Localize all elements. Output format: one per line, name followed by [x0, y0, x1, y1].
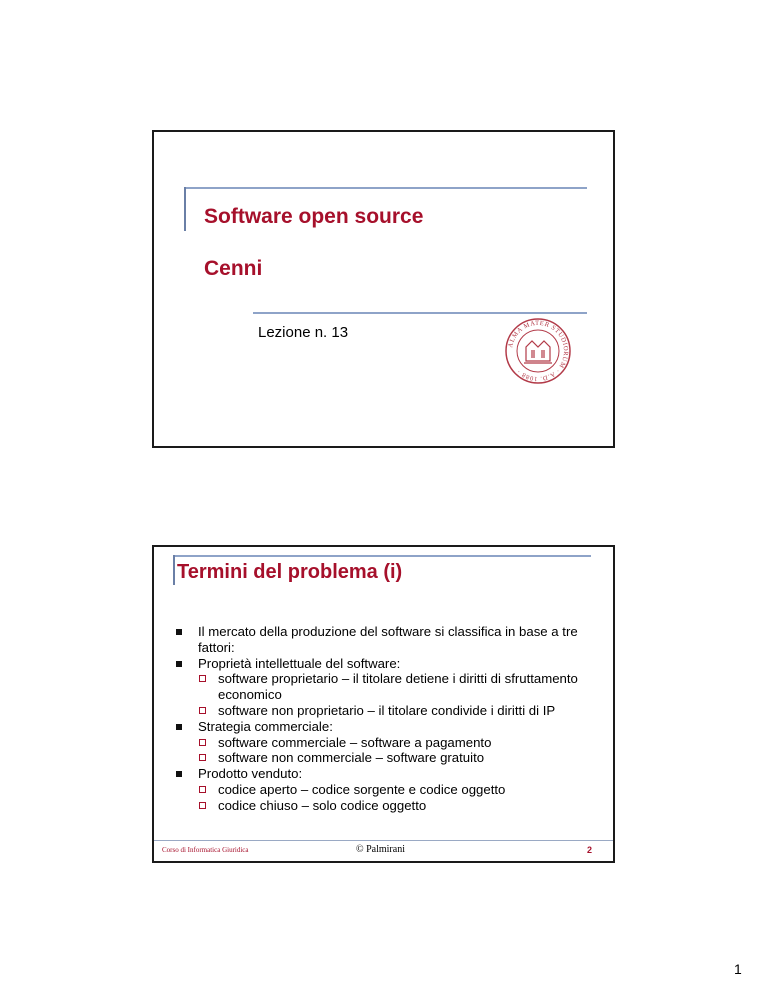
title-rule-vertical [173, 555, 175, 585]
university-seal-icon [504, 317, 572, 385]
slide-title: Software open source [204, 205, 424, 228]
page-number: 1 [734, 961, 742, 977]
sub-bullet-item: codice aperto – codice sorgente e codice oggetto [176, 782, 596, 798]
slide-number: 2 [587, 845, 593, 855]
slide-1 [152, 130, 615, 448]
sub-bullet-item: software commerciale – software a pagamento [176, 735, 596, 751]
title-rule [184, 187, 587, 189]
sub-bullet-item: software non commerciale – software gratuito [176, 750, 596, 766]
lesson-rule [253, 312, 587, 314]
svg-text:ALMA MATER STUDIORUM · A.D. 10: ALMA MATER STUDIORUM · A.D. 1088 · [507, 319, 570, 383]
sub-bullet-item: software non proprietario – il titolare condivide i diritti di IP [176, 703, 596, 719]
lesson-number: Lezione n. 13 [258, 324, 349, 341]
sub-bullet-item: codice chiuso – solo codice oggetto [176, 798, 596, 814]
bullet-item: Il mercato della produzione del software si classifica in base a tre fattori: [176, 624, 596, 656]
title-rule [173, 555, 591, 557]
slide-title: Termini del problema (i) [177, 561, 403, 583]
footer-author: © Palmirani [356, 844, 405, 855]
bullet-item: Strategia commerciale: [176, 719, 596, 735]
sub-bullet-item: software proprietario – il titolare detiene i diritti di sfruttamento economico [176, 671, 596, 703]
footer-course: Corso di Informatica Giuridica [162, 846, 249, 854]
title-rule-vertical [184, 187, 186, 231]
footer-rule [154, 840, 613, 841]
bullet-list [176, 624, 596, 814]
slide-subtitle: Cenni [204, 257, 263, 280]
bullet-item: Proprietà intellettuale del software: [176, 656, 596, 672]
bullet-item: Prodotto venduto: [176, 766, 596, 782]
slide-2 [152, 545, 615, 863]
